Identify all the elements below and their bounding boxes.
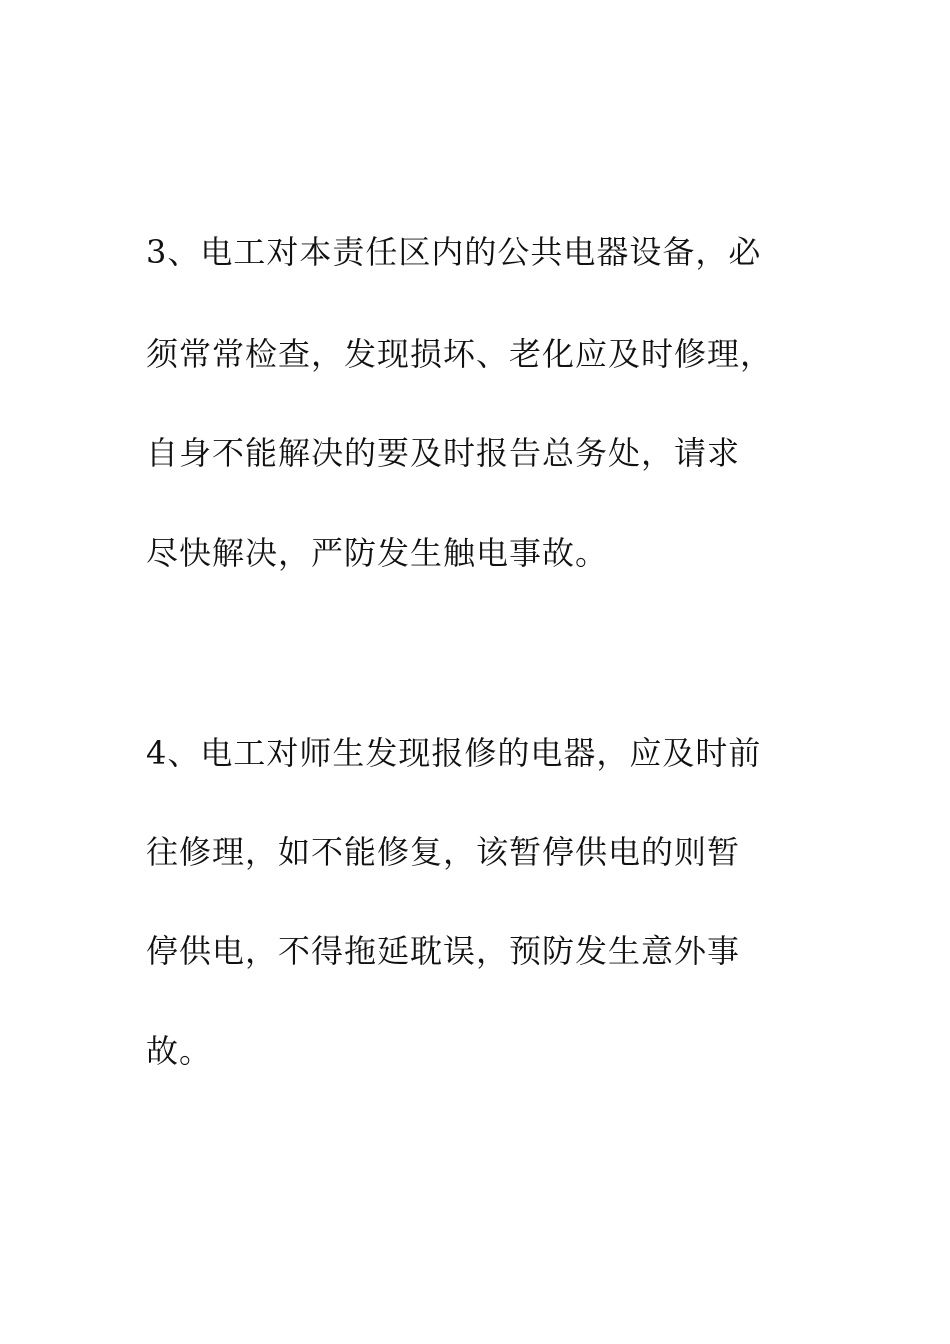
paragraph-line: 尽快解决，严防发生触电事故。 [146, 534, 609, 572]
paragraph-line: 自身不能解决的要及时报告总务处，请求 [146, 434, 741, 472]
paragraph-line: 4、电工对师生发现报修的电器，应及时前 [146, 734, 762, 772]
paragraph-line: 停供电，不得拖延耽误，预防发生意外事 [146, 932, 741, 970]
paragraph-line: 3、电工对本责任区内的公共电器设备，必 [146, 233, 762, 271]
paragraph-line: 往修理，如不能修复，该暂停供电的则暂 [146, 833, 741, 871]
paragraph-line: 须常常检查，发现损坏、老化应及时修理， [146, 335, 774, 373]
paragraph-line: 故。 [146, 1032, 213, 1070]
